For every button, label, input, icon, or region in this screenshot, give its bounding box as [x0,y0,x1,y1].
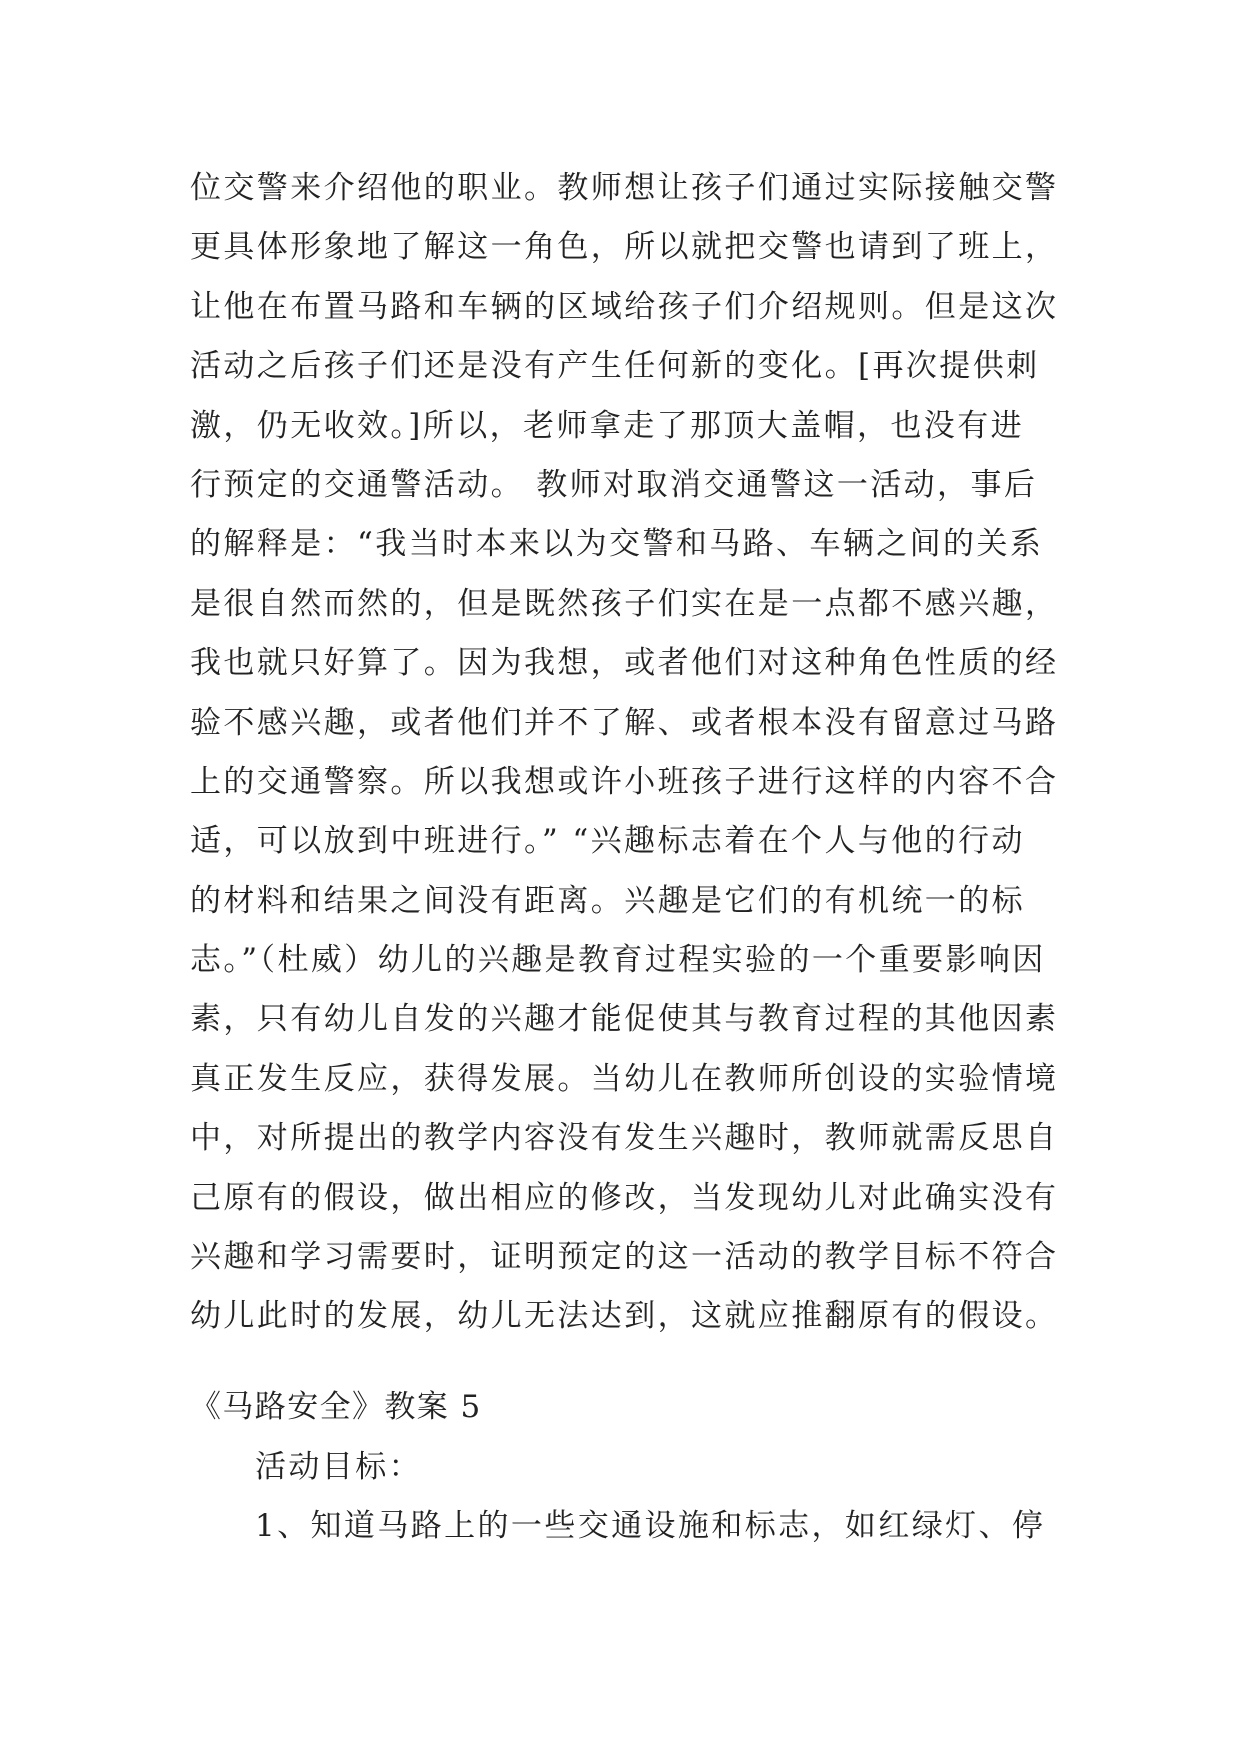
text-line: 激，仍无收效。]所以，老师拿走了那顶大盖帽，也没有进 [190,407,1024,444]
text-line: 素，只有幼儿自发的兴趣才能促使其与教育过程的其他因素 [190,1001,1059,1038]
text-line: 真正发生反应，获得发展。当幼儿在教师所创设的实验情境 [190,1060,1059,1097]
text-line: 的材料和结果之间没有距离。兴趣是它们的有机统一的标 [190,882,1025,919]
text-line: 让他在布置马路和车辆的区域给孩子们介绍规则。但是这次 [190,288,1059,325]
section-title: 《马路安全》教案 5 [190,1389,482,1425]
section-subtitle: 活动目标： [255,1449,422,1485]
objective-item: 1、知道马路上的一些交通设施和标志，如红绿灯、停 [255,1508,1046,1544]
text-line: 上的交通警察。所以我想或许小班孩子进行这样的内容不合 [190,763,1059,800]
text-line: 我也就只好算了。因为我想，或者他们对这种角色性质的经 [190,645,1059,682]
text-line: 中，对所提出的教学内容没有发生兴趣时，教师就需反思自 [190,1120,1059,1157]
body-paragraph [190,159,1060,1347]
text-line: 的解释是：“我当时本来以为交警和马路、车辆之间的关系 [190,526,1044,563]
text-line: 活动之后孩子们还是没有产生任何新的变化。[再次提供刺 [190,348,1040,385]
text-line: 兴趣和学习需要时，证明预定的这一活动的教学目标不符合 [190,1239,1059,1276]
text-line: 幼儿此时的发展，幼儿无法达到，这就应推翻原有的假设。 [190,1298,1059,1335]
text-line: 更具体形象地了解这一角色，所以就把交警也请到了班上， [190,229,1059,266]
text-line: 位交警来介绍他的职业。教师想让孩子们通过实际接触交警 [190,170,1059,206]
text-line: 适，可以放到中班进行。” “兴趣标志着在个人与他的行动 [190,823,1025,860]
text-line: 己原有的假设，做出相应的修改，当发现幼儿对此确实没有 [190,1179,1059,1216]
lesson-plan-section [190,1376,1060,1556]
text-line: 是很自然而然的，但是既然孩子们实在是一点都不感兴趣， [190,585,1059,622]
text-line: 志。”（杜威）幼儿的兴趣是教育过程实验的一个重要影响因 [190,942,1046,979]
text-line: 行预定的交通警活动。 教师对取消交通警这一活动，事后 [190,466,1038,503]
text-line: 验不感兴趣，或者他们并不了解、或者根本没有留意过马路 [190,704,1059,741]
